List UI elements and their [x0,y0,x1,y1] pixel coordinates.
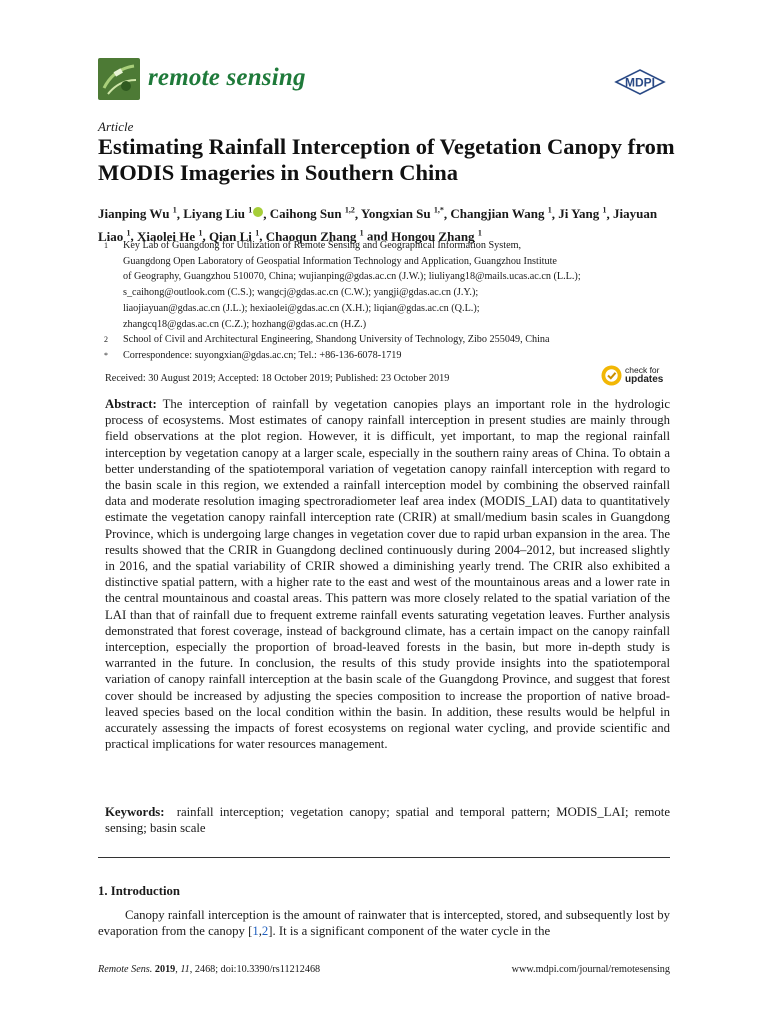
author-name[interactable]: Caihong Sun $^{1,2}$ [269,206,355,222]
check-updates-line1: check for [625,365,660,375]
footer-journal-abbrev: Remote Sens. [98,964,153,975]
affiliation-line [104,285,678,301]
author-affiliation-mark: 1 [477,228,482,238]
section-divider [98,857,670,858]
journal-logo-icon [98,58,140,100]
affiliation-line [104,238,678,254]
author-affiliation-mark: 1 [126,228,131,238]
affiliation-line [104,301,678,317]
orcid-icon[interactable] [253,207,263,217]
affiliation-list [104,238,678,364]
mdpi-logo-icon [610,68,670,96]
check-updates-line2: updates [625,374,664,385]
affiliation-line [104,332,678,348]
author-name[interactable]: Hongou Zhang $^1$ [391,228,482,244]
abstract [105,396,670,752]
mdpi-logo-text: MDPI [625,75,655,90]
author-affiliation-mark: 1 [172,206,177,215]
citation-link-1[interactable]: 1 [252,924,259,939]
author-name[interactable]: Qian Li $^1$ [208,228,260,244]
author-affiliation-mark: 1,2 [344,206,355,215]
footer-citation: Remote Sens. 2019, 11, 2468; doi:10.3390/rs11212468 [98,964,321,975]
affiliation-text: zhangcq18@gdas.ac.cn (C.Z.); hozhang@gdas.ac.cn (H.Z.) [123,318,367,330]
affiliation-mark: 2 [104,335,108,345]
author-name[interactable]: Chaoqun Zhang $^1$ [265,228,364,244]
footer-journal-url[interactable]: www.mdpi.com/journal/remotesensing [511,964,670,975]
author-affiliation-mark: 1 [602,206,607,215]
affiliation-line [104,348,678,364]
author-affiliation-mark: 1 [255,228,260,238]
check-updates-icon [601,365,622,386]
affiliation-text: of Geography, Guangzhou 510070, China; wujianping@gdas.ac.cn (J.W.); liuliyang18@mails.ucas.ac.cn (L.L.); [123,271,581,283]
check-for-updates-badge[interactable] [601,362,671,390]
journal-name: remote sensing [148,64,306,91]
affiliation-mark: * [104,350,108,360]
author-name[interactable]: Liyang Liu $^1$ [183,206,263,221]
publication-dates: Received: 30 August 2019; Accepted: 18 October 2019; Published: 23 October 2019 [105,373,450,384]
footer-year: 2019 [154,964,176,975]
author-affiliation-mark: 1,* [433,206,444,215]
author-affiliation-mark: 1 [547,206,552,215]
author-name[interactable]: Jiayuan Liao $^1$ [98,206,658,244]
footer-doi: , 2468; doi:10.3390/rs11212468 [189,964,321,975]
affiliation-line [104,254,678,270]
affiliation-line [104,317,678,333]
author-name[interactable]: Yongxian Su $^{1,*}$ [360,206,444,222]
author-affiliation-mark: 1 [359,228,364,238]
affiliation-text: School of Civil and Architectural Engineering, Shandong University of Technology, Zibo 255049, China [123,334,550,346]
article-type: Article [98,119,134,134]
keywords-label: Keywords: [105,805,165,819]
author-name[interactable]: Changjian Wang $^1$ [450,206,552,222]
affiliation-text: liaojiayuan@gdas.ac.cn (J.L.); hexiaolei@gdas.ac.cn (X.H.); liqian@gdas.ac.cn (Q.L.); [123,302,480,314]
introduction-paragraph: Canopy rainfall interception is the amount of rainwater that is intercepted, stored, and subsequently lost by evaporation from the canopy [1,2]. It is a significant component of the water cycle in the [98,908,670,939]
citation-link-2[interactable]: 2 [261,924,269,939]
section-heading-introduction: 1. Introduction [98,884,180,898]
author-name[interactable]: Xiaolei He $^1$ [137,228,203,244]
affiliation-text: Guangdong Open Laboratory of Geospatial Information Technology and Application, Guangzhou Institute [123,255,557,267]
author-name[interactable]: Ji Yang $^1$ [558,206,607,222]
affiliation-text: Correspondence: suyongxian@gdas.ac.cn; Tel.: +86-136-6078-1719 [123,349,402,361]
affiliation-mark: 1 [104,241,108,250]
author-affiliation-mark: 1 [198,228,203,238]
footer-volume: 11 [180,964,190,975]
author-list: Jianping Wu $^1$, Liyang Liu $^1$ , Caihong Sun $^{1,2}$, Yongxian Su $^{1,*}$, Changjian Wang $^1$, Ji Yang $^1$, Jiayuan Liao $^1$, Xiaolei He $^1$, Qian Li $^1$, Chaoqun Zhang $^1$ and Hongou Zhang $^1$ [98,206,658,244]
author-affiliation-mark: 1 [248,206,253,215]
affiliation-text: s_caihong@outlook.com (C.S.); wangcj@gdas.ac.cn (C.W.); yangji@gdas.ac.cn (J.Y.); [123,287,479,299]
keywords [105,804,670,836]
author-name[interactable]: Jianping Wu $^1$ [98,206,177,222]
abstract-text: The interception of rainfall by vegetation canopies plays an important role in the hydrologic process of ecosystems. Most estimates of canopy rainfall interception in present studies are mainly through field observations at the plot region. However, it is difficult, yet important, to map the regional rainfall interception by vegetation canopy at a larger scale, especially in the southern rainy areas of China. To obtain a better understanding of the spatiotemporal variation of vegetation canopy rainfall interception with regard to the basin scale in this region, we extended a rainfall interception model by combining the observed rainfall data and moderate resolution imaging spectroradiometer leaf area index (MODIS_LAI) data to quantitatively estimate the vegetation canopy rainfall interception rate (CRIR) at small/medium basin scales in Guangdong Province, which is undergoing large changes in vegetation cover due to rapid urban expansion in the area. The results showed that the CRIR in Guangdong declined continuously during 2004–2012, but increased slightly in 2016, and the spatial variability of CRIR showed a diminishing yearly trend. The CRIR also exhibited a distinctive spatial pattern, with a higher rate to the east and west of the mountainous areas and a lower rate in the central mountainous and coastal areas. This pattern was more closely related to the spatial variation of the LAI than that of rainfall due to frequent extreme rainfall events saturating vegetation leaves. Further analysis demonstrated that forest coverage, instead of background climate, has a certain impact on the canopy rainfall interception, especially the proportion of broad-leaved forests in the basin, but more in-depth study is warranted in the future. In conclusion, the results of this study provide insights into the spatiotemporal variation of canopy rainfall interception at the basin scale of the Guangdong Province, and suggest that forest cover should be increased by adjusting the species composition to increase the proportion of native broad-leaved species based on the local condition within the basin. In addition, these results would be helpful in accurately assessing the impacts of forest ecosystems on regional water cycling, and provide scientific and practical implications for water resources management. [105,397,670,752]
keywords-text: rainfall interception; vegetation canopy; spatial and temporal pattern; MODIS_LAI; remote sensing; basin scale [105,805,670,836]
paper-title: Estimating Rainfall Interception of Vegetation Canopy from MODIS Imageries in Southern China [98,134,675,185]
abstract-label: Abstract: [105,397,157,411]
affiliation-text: Key Lab of Guangdong for Utilization of Remote Sensing and Geographical Information System, [123,240,522,251]
affiliation-line [104,269,678,285]
